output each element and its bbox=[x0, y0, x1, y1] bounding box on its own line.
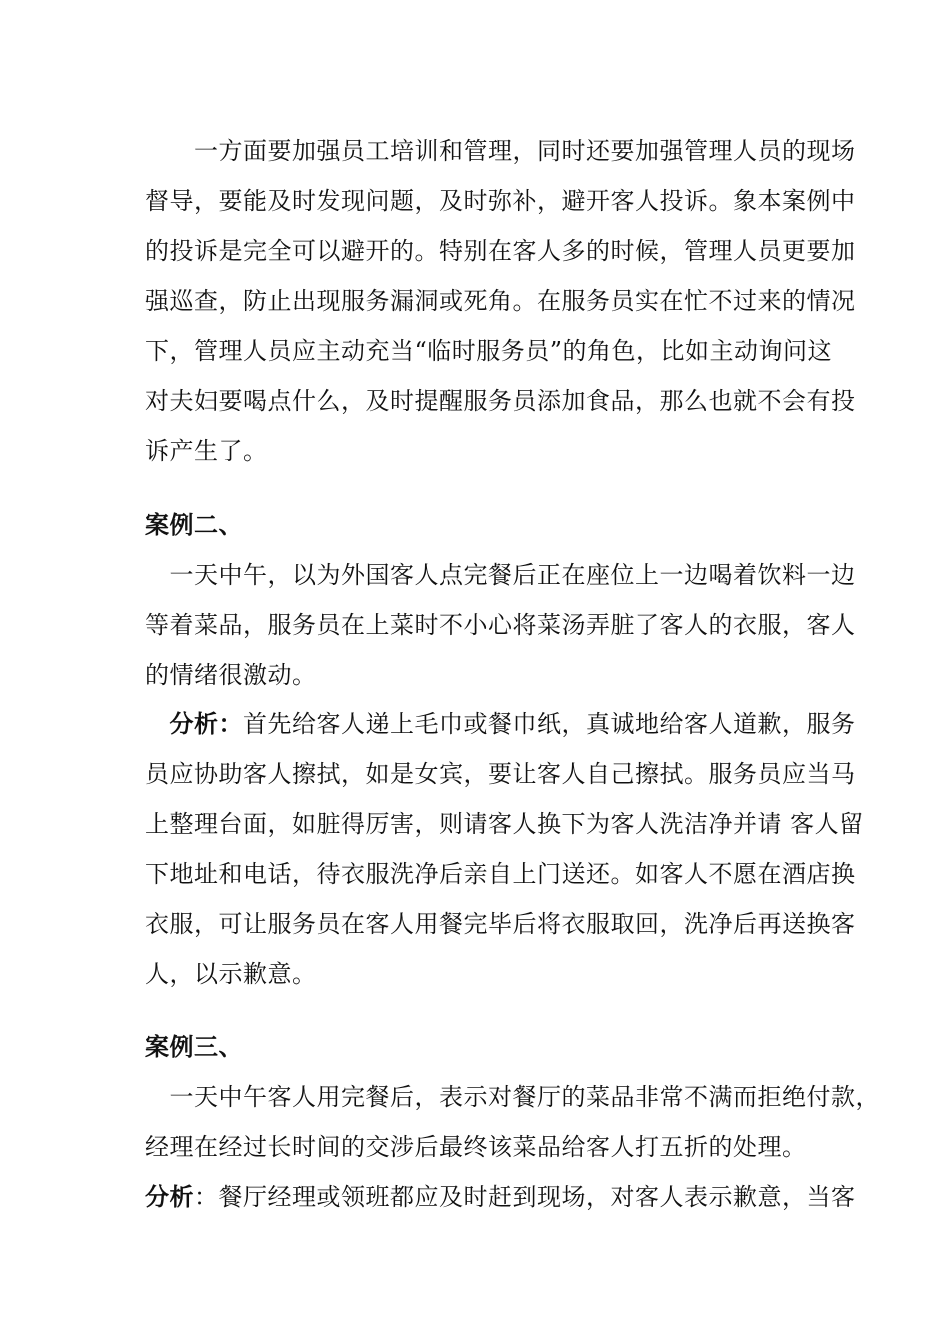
case2-analysis-line bbox=[145, 709, 856, 739]
paragraph-line: 督导，要能及时发现问题，及时弥补，避开客人投诉。象本案例中 bbox=[145, 187, 856, 215]
case2-analysis-line: 衣服，可让服务员在客人用餐完毕后将衣服取回，洗净后再送换客 bbox=[145, 910, 856, 938]
paragraph-line: 对夫妇要喝点什么，及时提醒服务员添加食品，那么也就不会有投 bbox=[145, 387, 856, 415]
case3-analysis-line bbox=[145, 1182, 856, 1212]
case3-analysis-label: 分析 bbox=[145, 1182, 194, 1211]
case3-analysis-text: ：餐厅经理或领班都应及时赶到现场，对客人表示歉意，当客 bbox=[194, 1183, 856, 1211]
paragraph-line: 一方面要加强员工培训和管理，同时还要加强管理人员的现场 bbox=[145, 137, 856, 165]
case2-heading: 案例二、 bbox=[145, 510, 243, 539]
case3-story-line: 一天中午客人用完餐后，表示对餐厅的菜品非常不满而拒绝付款， bbox=[145, 1083, 880, 1111]
case3-heading: 案例三、 bbox=[145, 1032, 243, 1061]
case3-story-line: 经理在经过长时间的交涉后最终该菜品给客人打五折的处理。 bbox=[145, 1133, 807, 1161]
case2-analysis-line: 下地址和电话，待衣服洗净后亲自上门送还。如客人不愿在酒店换 bbox=[145, 860, 856, 888]
case2-analysis-line: 上整理台面，如脏得厉害，则请客人换下为客人洗洁净并请 客人留 bbox=[145, 810, 864, 838]
paragraph-line: 诉产生了。 bbox=[145, 437, 268, 465]
case2-story-line: 等着菜品，服务员在上菜时不小心将菜汤弄脏了客人的衣服，客人 bbox=[145, 611, 856, 639]
case2-analysis-label: 分析： bbox=[145, 709, 243, 738]
case2-analysis-line: 员应协助客人擦拭，如是女宾，要让客人自己擦拭。服务员应当马 bbox=[145, 760, 856, 788]
case2-story-line: 一天中午，以为外国客人点完餐后正在座位上一边喝着饮料一边 bbox=[145, 561, 856, 589]
paragraph-line: 强巡查，防止出现服务漏洞或死角。在服务员实在忙不过来的情况 bbox=[145, 287, 856, 315]
case2-story-line: 的情绪很激动。 bbox=[145, 661, 317, 689]
case2-analysis-text: 首先给客人递上毛巾或餐巾纸，真诚地给客人道歉，服务 bbox=[243, 710, 856, 738]
paragraph-line: 下，管理人员应主动充当“临时服务员”的角色，比如主动询问这 bbox=[145, 337, 833, 365]
case2-analysis-line: 人，以示歉意。 bbox=[145, 960, 317, 988]
paragraph-line: 的投诉是完全可以避开的。特别在客人多的时候，管理人员更要加 bbox=[145, 237, 856, 265]
